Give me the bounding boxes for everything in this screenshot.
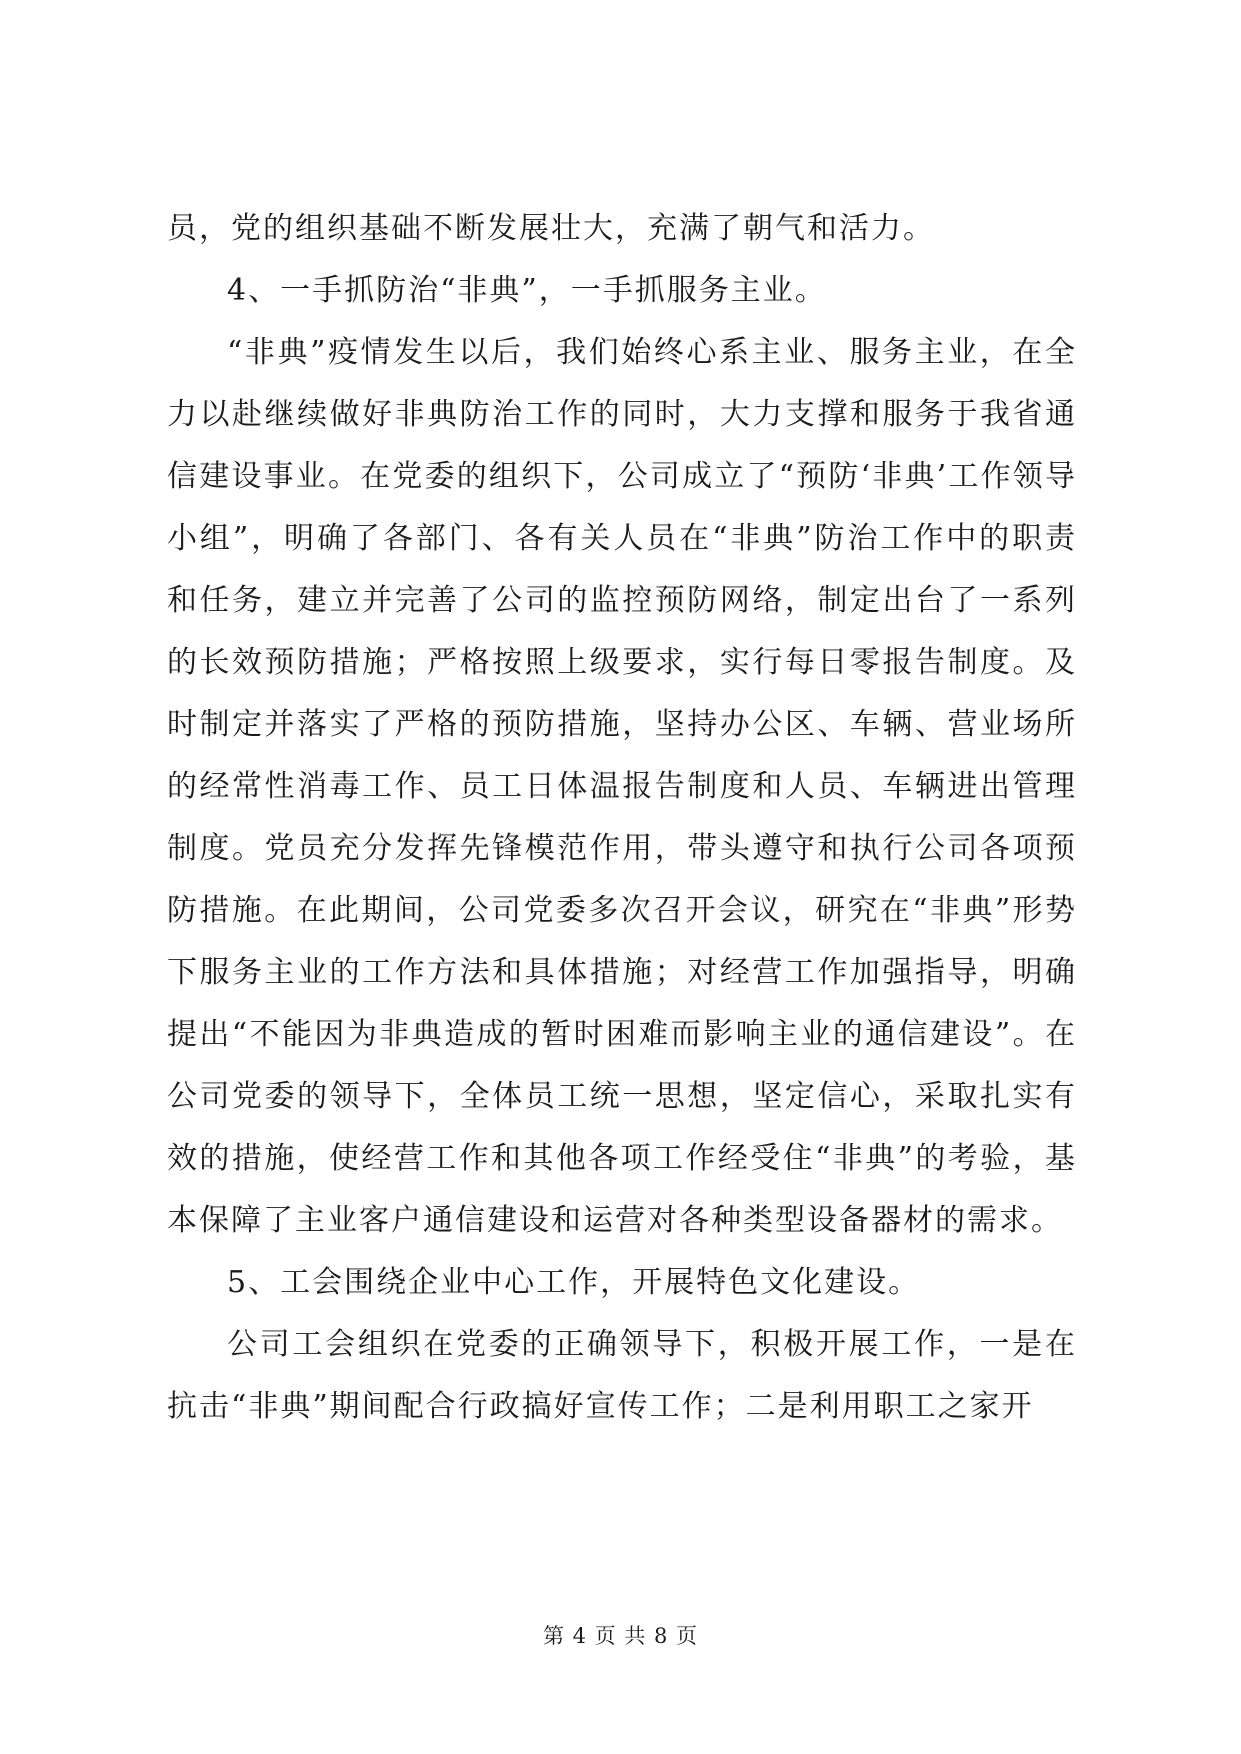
paragraph-union-work: 公司工会组织在党委的正确领导下，积极开展工作，一是在抗击“非典”期间配合行政搞好宣传工作；二是利用职工之家开	[167, 1327, 1077, 1424]
paragraph-sars-prevention: “非典”疫情发生以后，我们始终心系主业、服务主业，在全力以赴继续做好非典防治工作的同时，大力支撑和服务于我省通信建设事业。在党委的组织下，公司成立了“预防‘非典’工作领导小组”，明确了各部门、各有关人员在“非典”防治工作中的职责和任务，建立并完善了公司的监控预防网络，制定出台了一系列的长效预防措施；严格按照上级要求，实行每日零报告制度。及时制定并落实了严格的预防措施，坚持办公区、车辆、营业场所的经常性消毒工作、员工日体温报告制度和人员、车辆进出管理制度。党员充分发挥先锋模范作用，带头遵守和执行公司各项预防措施。在此期间，公司党委多次召开会议，研究在“非典”形势下服务主业的工作方法和具体措施；对经营工作加强指导，明确提出“不能因为非典造成的暂时困难而影响主业的通信建设”。在公司党委的领导下，全体员工统一思想，坚定信心，采取扎实有效的措施，使经营工作和其他各项工作经受住“非典”的考验，基本保障了主业客户通信建设和运营对各种类型设备器材的需求。	[167, 335, 1077, 1238]
document-body	[167, 198, 1077, 1438]
section-heading-4: 4、一手抓防治“非典”，一手抓服务主业。	[227, 273, 827, 308]
page-number-footer: 第 4 页 共 8 页	[542, 1624, 699, 1648]
paragraph-continued: 员，党的组织基础不断发展壮大，充满了朝气和活力。	[167, 211, 935, 246]
section-heading-5: 5、工会围绕企业中心工作，开展特色文化建设。	[227, 1265, 921, 1300]
